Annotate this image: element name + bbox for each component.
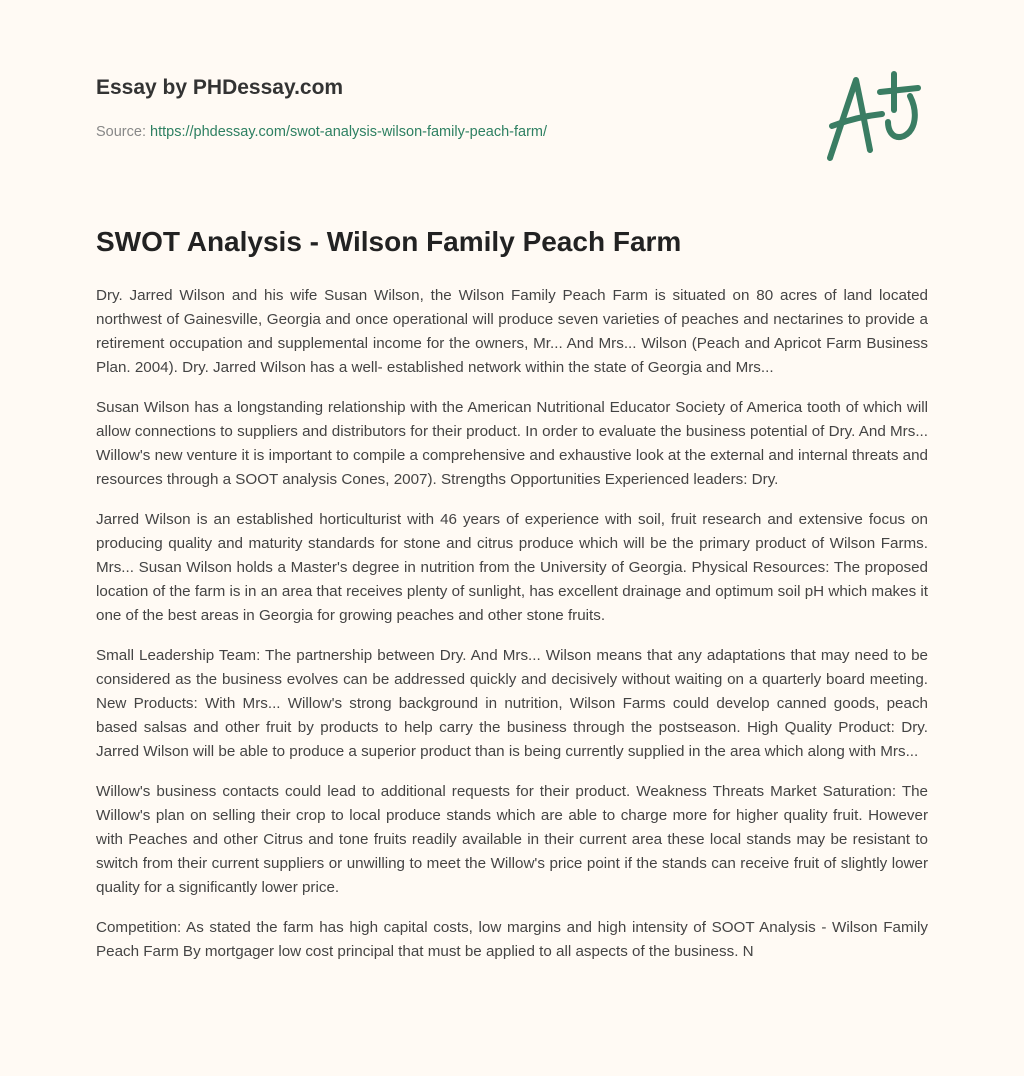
paragraph: Willow's business contacts could lead to additional requests for their product. Weakness Threats Market Saturation: The Willow's plan on selling their crop to local produce stands which are able to charge more for higher quality fruit. However with Peaches and other Citrus and tone fruits readily available in their current area these local stands may be resistant to switch from their current suppliers or unwilling to meet the Willow's price point if the stands can receive fruit of slightly lower quality for a significantly lower price. (96, 783, 928, 896)
paragraph: Susan Wilson has a longstanding relationship with the American Nutritional Educator Society of America tooth of which will allow connections to suppliers and distributors for their product. In order to evaluate the business potential of Dry. And Mrs... Willow's new venture it is important to compile a comprehensive and exhaustive look at the external and internal threats and resources through a SOOT analysis Cones, 2007). Strengths Opportunities Experienced leaders: Dry. (96, 399, 928, 488)
paragraph: Jarred Wilson is an established horticulturist with 46 years of experience with soil, fruit research and extensive focus on producing quality and maturity standards for stone and citrus produce which will be the primary product of Wilson Farms. Mrs... Susan Wilson holds a Master's degree in nutrition from the University of Georgia. Physical Resources: The proposed location of the farm is in an area that receives plenty of sunlight, has excellent drainage and optimum soil pH which makes it one of the best areas in Georgia for growing peaches and other stone fruits. (96, 511, 928, 624)
a-plus-logo-icon (818, 68, 928, 164)
page-title: SWOT Analysis - Wilson Family Peach Farm (96, 226, 682, 257)
paragraph: Competition: As stated the farm has high capital costs, low margins and high intensity of SOOT Analysis - Wilson Family Peach Farm By mortgager low cost principal that must be applied to all aspects of the business. N (96, 919, 928, 960)
paragraph: Small Leadership Team: The partnership between Dry. And Mrs... Wilson means that any adaptations that may need to be considered as the business evolves can be addressed quickly and decisively without waiting on a quarterly board meeting. New Products: With Mrs... Willow's strong background in nutrition, Wilson Farms could develop canned goods, peach based salsas and other fruit by products to help carry the business through the postseason. High Quality Product: Dry. Jarred Wilson will be able to produce a superior product than is being currently supplied in the area which along with Mrs... (96, 647, 928, 760)
essay-body (96, 284, 928, 980)
site-brand: Essay by PHDessay.com (96, 76, 344, 99)
paragraph: Dry. Jarred Wilson and his wife Susan Wilson, the Wilson Family Peach Farm is situated on 80 acres of land located northwest of Gainesville, Georgia and once operational will produce seven varieties of peaches and nectarines to provide a retirement occupation and supplemental income for the owners, Mr... And Mrs... Wilson (Peach and Apricot Farm Business Plan. 2004). Dry. Jarred Wilson has a well- established network within the state of Georgia and Mrs... (96, 287, 928, 376)
source-line (96, 124, 547, 140)
source-label: Source: (96, 124, 146, 140)
source-link[interactable]: https://phdessay.com/swot-analysis-wilson-family-peach-farm/ (150, 124, 548, 140)
